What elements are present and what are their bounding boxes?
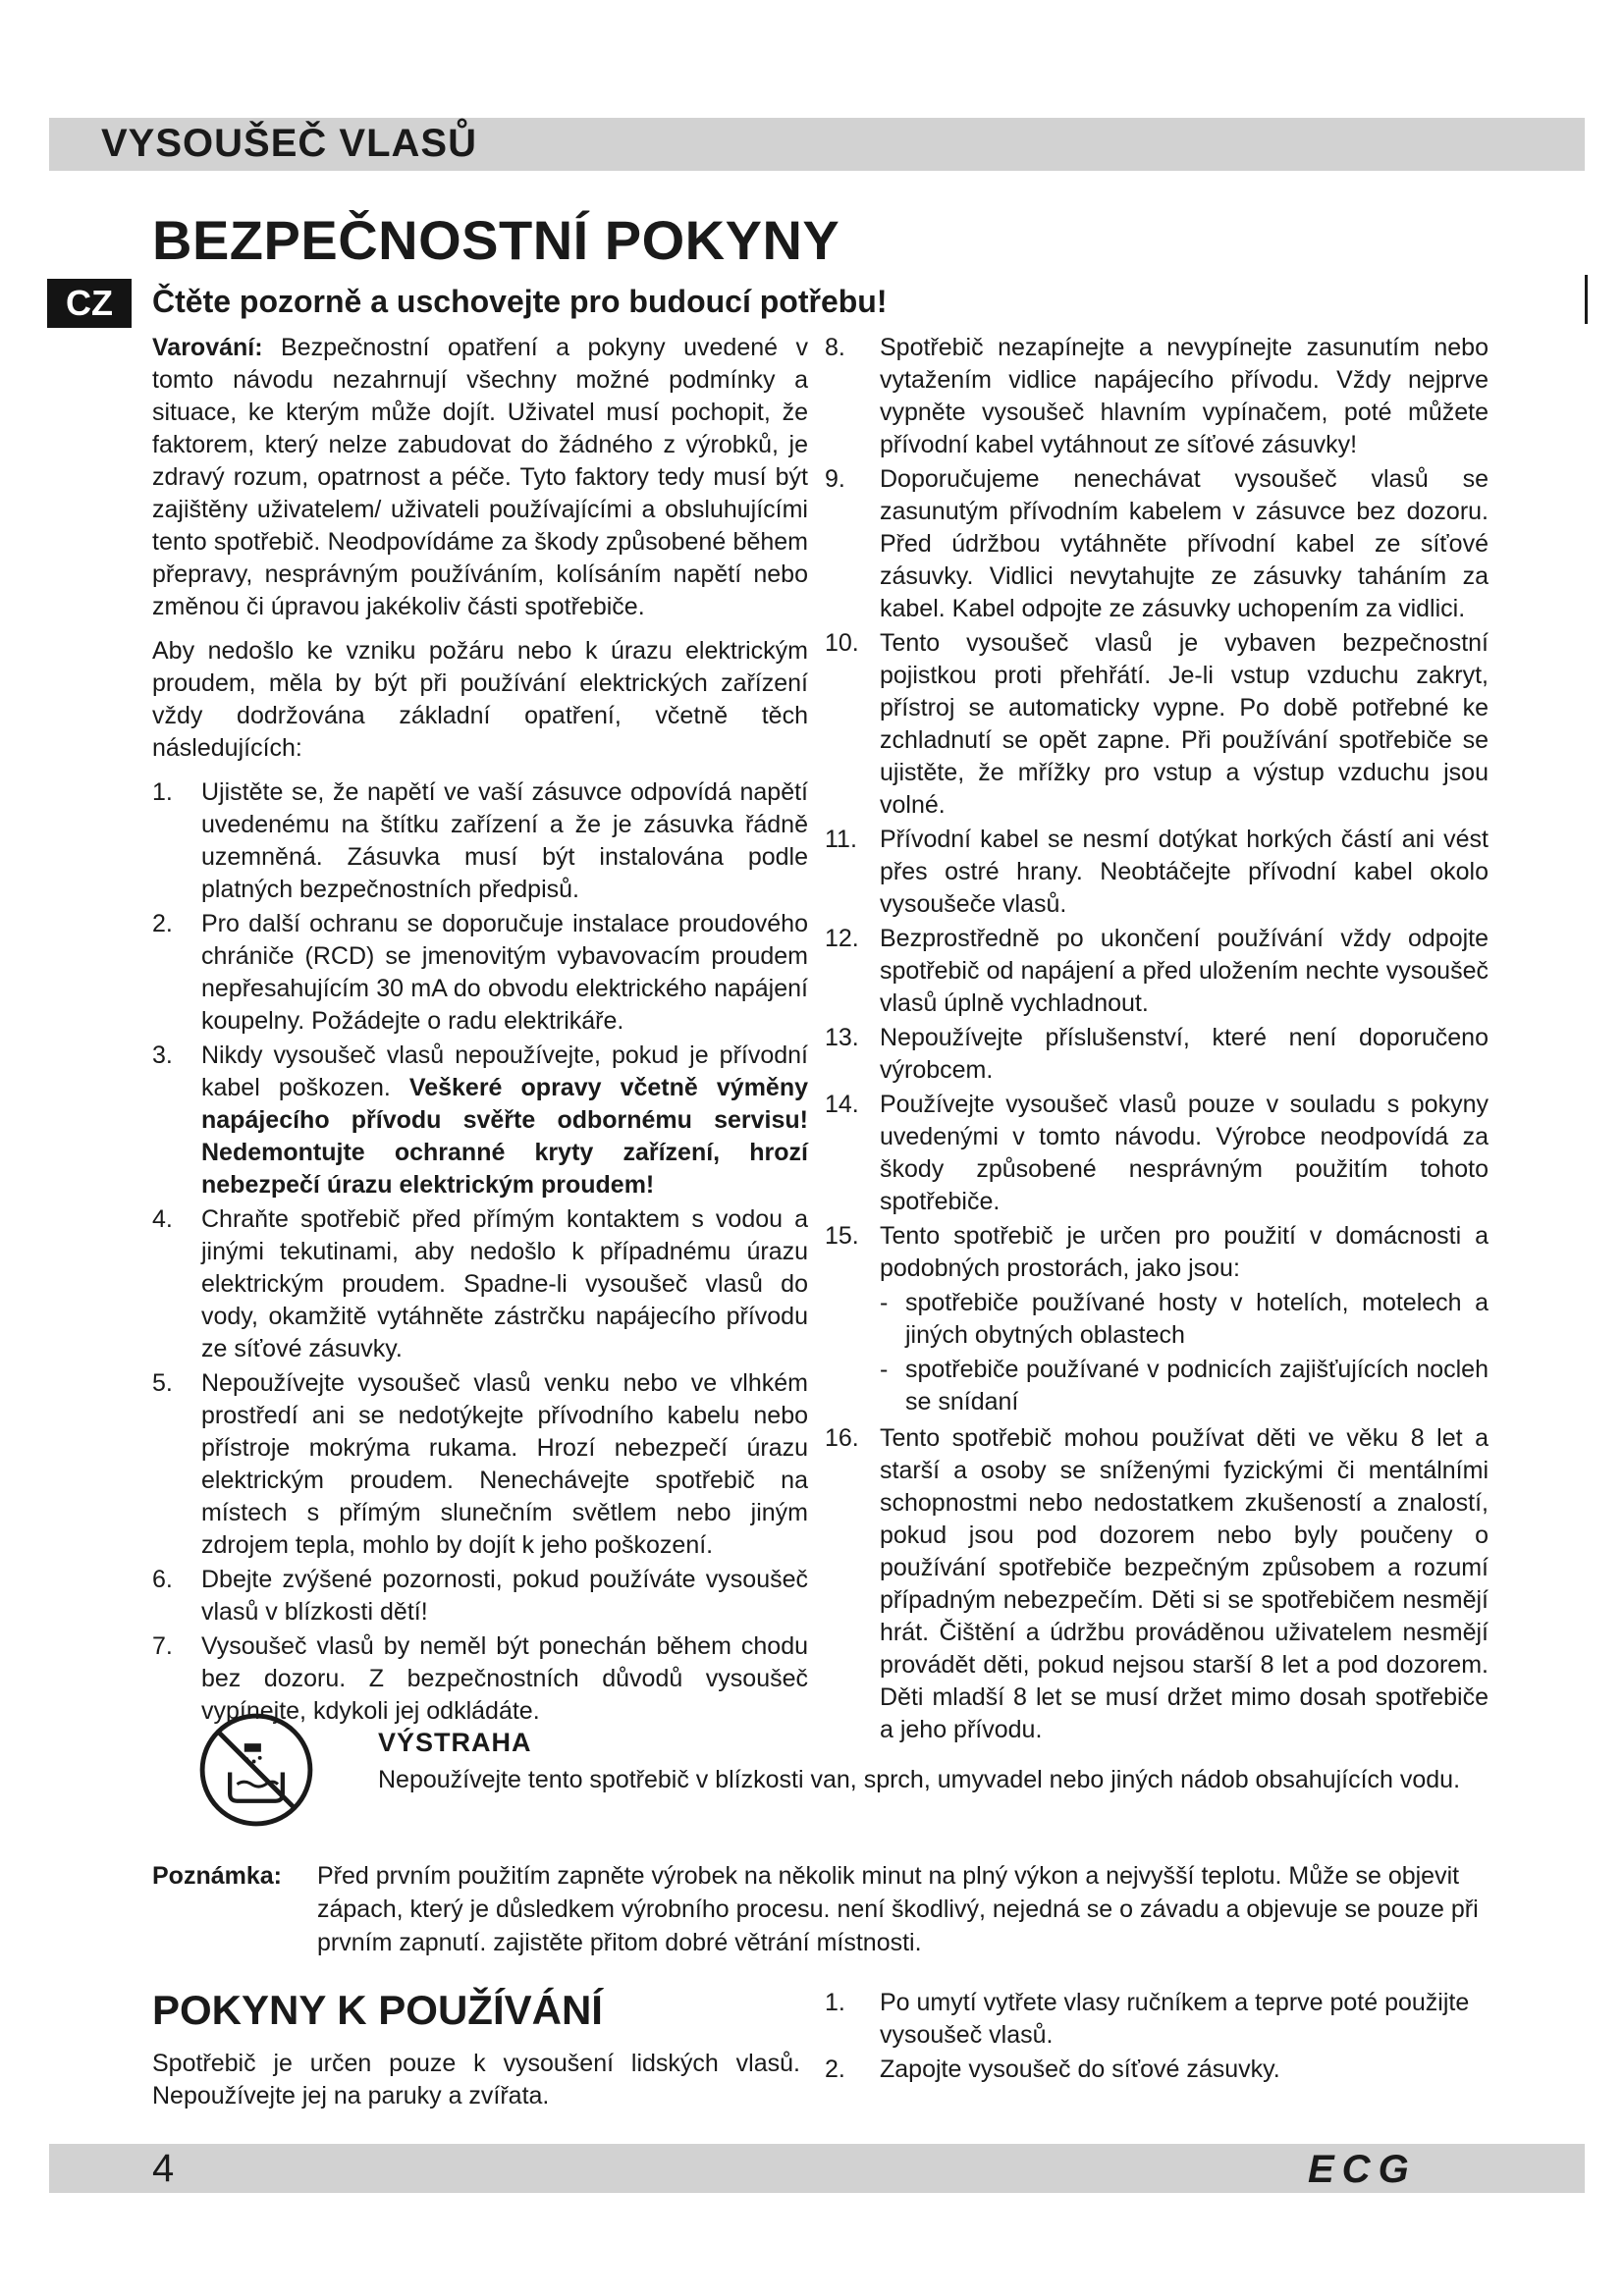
note-label: Poznámka: <box>152 1862 282 1890</box>
safety-list-right <box>825 332 1489 1746</box>
sub-list <box>880 1287 1489 1418</box>
list-item: 4. Chraňte spotřebič před přímým kontaktem s vodou a jinými tekutinami, aby nedošlo k případnému úrazu elektrickým proudem. Spadne-li vysoušeč vlasů do vody, okamžitě vytáhněte zástrčku napájecího přívodu ze síťové zásuvky. <box>152 1205 808 1362</box>
warning-label: Varování: <box>152 334 263 361</box>
brand-logo: ECG <box>1308 2148 1417 2191</box>
list-item: 15. Tento spotřebič je určen pro použití v domácnosti a podobných prostorách, jako jsou: - spotřebiče používané hosty v hotelích, motelech a jiných obytných oblastech - spotřebiče používané v podnicích zajišťujících nocleh se snídaní <box>825 1220 1489 1420</box>
list-item: 1. Ujistěte se, že napětí ve vaší zásuvce odpovídá napětí uvedenému na štítku zařízení a že je zásuvka řádně uzemněná. Zásuvka musí být instalována podle platných bezpečnostních předpisů. <box>152 778 808 903</box>
safety-list-left <box>152 776 808 1728</box>
list-item: 12. Bezprostředně po ukončení používání vždy odpojte spotřebič od napájení a před uložením nechte vysoušeč vlasů úplně vychladnout. <box>825 925 1489 1017</box>
list-item: 14. Používejte vysoušeč vlasů pouze v souladu s pokyny uvedenými v tomto návodu. Výrobce neodpovídá za škody způsobené nesprávným použitím tohoto spotřebiče. <box>825 1091 1489 1215</box>
list-item: 3. Nikdy vysoušeč vlasů nepoužívejte, pokud je přívodní kabel poškozen. Veškeré opravy včetně výměny napájecího přívodu svěřte odbornému servisu! Nedemontujte ochranné kryty zařízení, hrozí nebezpečí úrazu elektrickým proudem! <box>152 1041 808 1199</box>
left-column <box>152 332 808 1730</box>
note-text: Před prvním použitím zapněte výrobek na několik minut na plný výkon a nejvyšší teplotu. Může se objevit zápach, který je důsledkem výrobního procesu. není škodlivý, nejedná se o závadu a objevuje se pouze při prvním zapnutí. zajistěte přitom dobré větrání místnosti. <box>317 1862 1479 1956</box>
list-item: 6. Dbejte zvýšené pozornosti, pokud používáte vysoušeč vlasů v blízkosti dětí! <box>152 1566 808 1626</box>
right-column <box>825 332 1489 1748</box>
warning-box-text: Nepoužívejte tento spotřebič v blízkosti van, sprch, umyvadel nebo jiných nádob obsahujících vodu. <box>378 1766 1461 1793</box>
usage-list <box>825 1987 1489 2088</box>
list-item: 1. Po umytí vytřete vlasy ručníkem a teprve poté použijte vysoušeč vlasů. <box>825 1989 1470 2049</box>
list-item: 9. Doporučujeme nenechávat vysoušeč vlasů se zasunutým přívodním kabelem v zásuvce bez dozoru. Před údržbou vytáhněte přívodní kabel ze síťové zásuvky. Vidlici nevytahujte ze zásuvky taháním za kabel. Kabel odpojte ze zásuvky uchopením za vidlici. <box>825 465 1489 622</box>
language-badge: CZ <box>47 279 132 328</box>
list-item: 5. Nepoužívejte vysoušeč vlasů venku nebo ve vlhkém prostředí ani se nedotýkejte přívodního kabelu nebo přístroje mokrýma rukama. Hrozí nebezpečí úrazu elektrickým proudem. Nenechávejte spotřebič na místech s přímým slunečním světlem nebo jiným zdrojem tepla, mohlo by dojít k jeho poškození. <box>152 1369 808 1559</box>
warning-text: Bezpečnostní opatření a pokyny uvedené v tomto návodu nezahrnují všechny možné podmínky a situace, ke kterým může dojít. Uživatel musí pochopit, že faktorem, který nelze zabudovat do žádného z výrobků, je zdravý rozum, opatrnost a péče. Tyto faktory tedy musí být zajištěny uživatelem/ uživateli používajícími a obsluhujícími tento spotřebič. Neodpovídáme za škody způsobené během přepravy, nesprávným používáním, kolísáním napětí nebo změnou či úpravou jakékoliv části spotřebiče. <box>152 334 808 620</box>
list-item: 8. Spotřebič nezapínejte a nevypínejte zasunutím nebo vytažením vidlice napájecího přívodu. Vždy nejprve vypněte vysoušeč hlavním vypínačem, poté můžete přívodní kabel vytáhnout ze síťové zásuvky! <box>825 334 1489 458</box>
intro-paragraph: Aby nedošlo ke vzniku požáru nebo k úrazu elektrickým proudem, měla by být při používání elektrických zařízení vždy dodržována základní opatření, včetně těch následujících: <box>152 637 808 762</box>
usage-intro: Spotřebič je určen pouze k vysoušení lidských vlasů. Nepoužívejte jej na paruky a zvířata. <box>152 2050 800 2109</box>
safety-heading: BEZPEČNOSTNÍ POKYNY <box>152 209 840 271</box>
usage-heading: POKYNY K POUŽÍVÁNÍ <box>152 1987 603 2033</box>
warning-paragraph <box>152 332 808 623</box>
sub-list-item: - spotřebiče používané hosty v hotelích, motelech a jiných obytných oblastech <box>880 1289 1489 1349</box>
list-item: 13. Nepoužívejte příslušenství, které není doporučeno výrobcem. <box>825 1024 1489 1084</box>
warning-box-title: VÝSTRAHA <box>378 1728 532 1757</box>
header-title: VYSOUŠEČ VLASŮ <box>101 122 477 165</box>
no-bath-icon <box>196 1710 316 1830</box>
list-item: 7. Vysoušeč vlasů by neměl být ponechán během chodu bez dozoru. Z bezpečnostních důvodů vysoušeč vypínejte, kdykoli jej odkládáte. <box>152 1632 808 1725</box>
margin-mark <box>1585 275 1588 324</box>
safety-subtitle: Čtěte pozorně a uschovejte pro budoucí potřebu! <box>152 284 888 319</box>
list-item: 16. Tento spotřebič mohou používat děti ve věku 8 let a starší a osoby se sníženými fyzickými či mentálními schopnostmi nebo nedostatkem zkušeností a znalostí, pokud jsou pod dozorem nebo byly poučeny o používání spotřebiče bezpečným způsobem a rozumí případným nebezpečím. Děti si se spotřebičem nesmějí hrát. Čištění a údržbu prováděnou uživatelem nesmějí provádět děti, pokud nejsou starší 8 let a pod dozorem. Děti mladší 8 let se musí držet mimo dosah spotřebiče a jeho přívodu. <box>825 1424 1489 1743</box>
list-item: 11. Přívodní kabel se nesmí dotýkat horkých částí ani vést přes ostré hrany. Neobtáčejte přívodní kabel okolo vysoušeče vlasů. <box>825 826 1489 918</box>
note-block <box>152 1859 1488 1959</box>
page-number: 4 <box>152 2147 175 2190</box>
list-item: 2. Zapojte vysoušeč do síťové zásuvky. <box>825 2056 1280 2083</box>
list-item: 10. Tento vysoušeč vlasů je vybaven bezpečnostní pojistkou proti přehřátí. Je-li vstup vzduchu zakryt, přístroj se automaticky vypne. Po době potřebné ke zchladnutí se opět zapne. Při používání spotřebiče se ujistěte, že mřížky pro vstup a výstup vzduchu jsou volné. <box>825 629 1489 819</box>
list-item: 2. Pro další ochranu se doporučuje instalace proudového chrániče (RCD) se jmenovitým vybavovacím proudem nepřesahujícím 30 mA do obvodu elektrického napájení koupelny. Požádejte o radu elektrikáře. <box>152 910 808 1035</box>
sub-list-item: - spotřebiče používané v podnicích zajišťujících nocleh se snídaní <box>880 1356 1489 1415</box>
